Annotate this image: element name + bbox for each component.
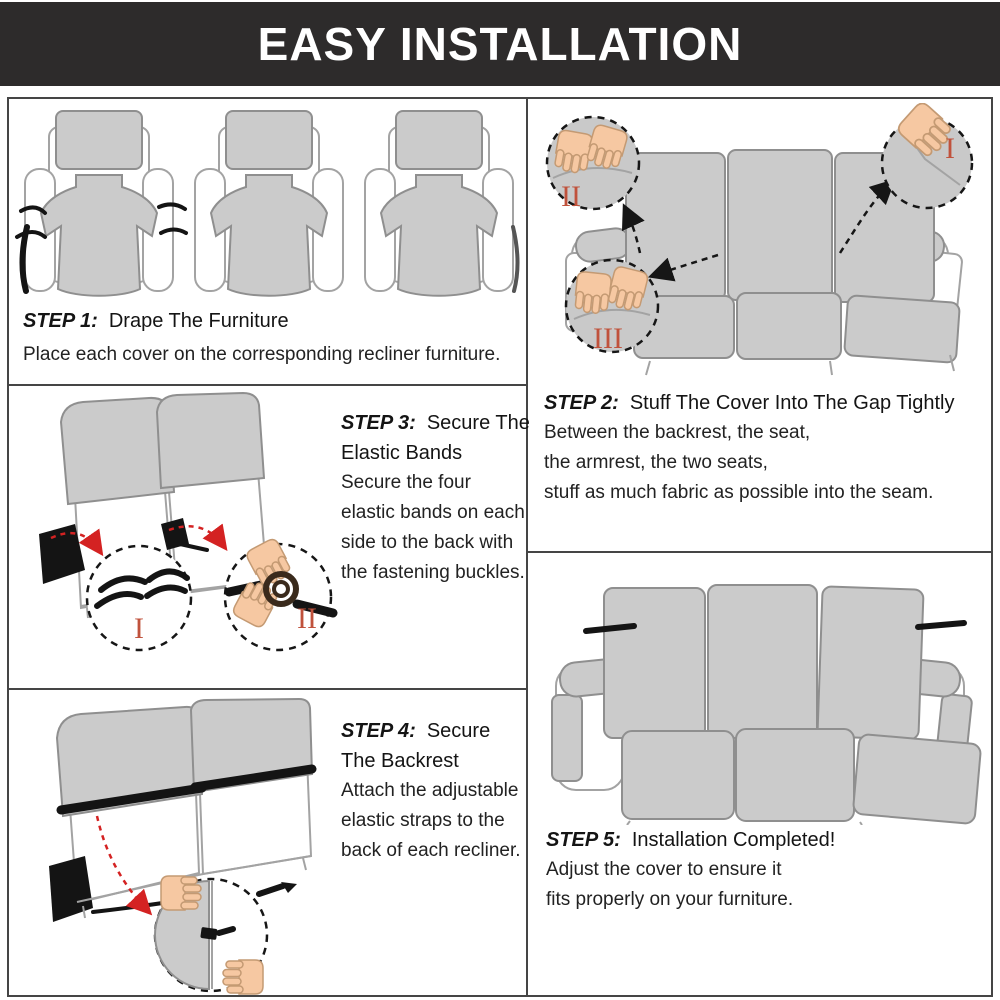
step1-text [23, 305, 500, 371]
completed-sofa-illustration [530, 563, 991, 825]
elastic-bands-illustration [11, 392, 343, 688]
detail-circle-I [882, 103, 972, 208]
step5-heading: STEP 5: Installation Completed! [546, 829, 836, 851]
step3-text: STEP 3: Secure The Elastic Bands Secure the four elastic bands on each side to the back with the fastening buckles. [341, 408, 530, 588]
step5-panel [526, 551, 993, 997]
numeral-ii: II [297, 602, 317, 635]
sofa-covered [552, 585, 981, 825]
step2-panel [526, 97, 993, 553]
step1-panel [7, 97, 528, 386]
numeral-iii: III [593, 322, 623, 355]
step5-text: STEP 5: Installation Completed! Adjust the cover to ensure it fits properly on your furniture. [546, 825, 835, 915]
backrest-strap-illustration [13, 698, 345, 996]
sofa-stuffing-illustration [530, 103, 991, 393]
numeral-ii: II [561, 180, 581, 213]
header-banner [0, 2, 1000, 86]
recliner-covers-illustration [13, 107, 525, 303]
step1-body-line: Place each cover on the corresponding recliner furniture. [23, 344, 501, 365]
numeral-i: I [134, 612, 144, 645]
step1-heading: STEP 1: Drape The Furniture [23, 310, 289, 332]
step4-panel [7, 688, 528, 997]
step4-heading: STEP 4: Secure [341, 720, 491, 742]
step2-text: STEP 2: Stuff The Cover Into The Gap Tightly Between the backrest, the seat, the armrest, the two seats, stuff as much fabric as possible into the seam. [544, 388, 954, 508]
step3-panel [7, 384, 528, 690]
detail-circle-elastic-bands [87, 546, 191, 650]
step2-heading: STEP 2: Stuff The Cover Into The Gap Tightly [544, 392, 955, 414]
detail-circle-clip-hands [155, 876, 267, 994]
page-title: EASY INSTALLATION [257, 18, 743, 70]
numeral-i: I [945, 132, 955, 165]
step3-heading: STEP 3: Secure The [341, 412, 530, 434]
step4-text: STEP 4: Secure The Backrest Attach the adjustable elastic straps to the back of each recliner. [341, 716, 521, 866]
